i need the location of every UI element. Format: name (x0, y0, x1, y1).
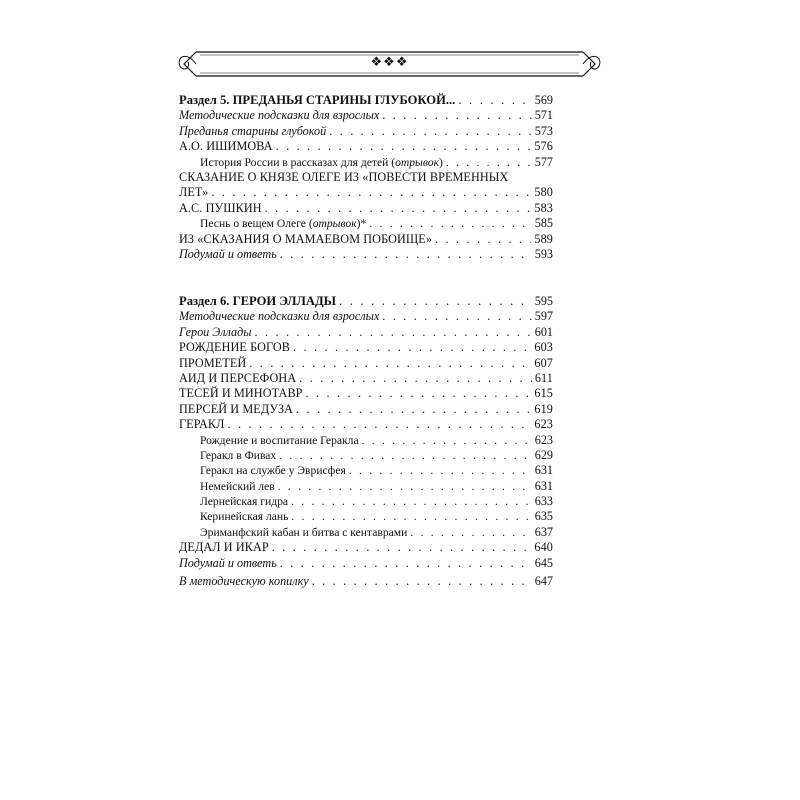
toc-entry-continuation[interactable]: ЛЕТ» . . . 580 (179, 185, 553, 200)
header-ornament (176, 44, 603, 84)
toc-section-6 (179, 294, 553, 589)
dot-leader (446, 155, 532, 170)
toc-entry[interactable]: Методические подсказки для взрослых . . . 571 (179, 108, 553, 123)
dot-leader (265, 201, 532, 216)
toc-entry[interactable]: Герои Эллады . . . 601 (179, 325, 553, 340)
toc-entry-first-line[interactable]: СКАЗАНИЕ О КНЯЗЕ ОЛЕГЕ ИЗ «ПОВЕСТИ ВРЕМЕННЫХ (179, 169, 509, 184)
dot-leader (272, 540, 532, 555)
dot-leader (279, 448, 531, 463)
toc-entry[interactable]: ПРОМЕТЕЙ . . . 607 (179, 356, 553, 371)
toc-entry-section-heading[interactable]: Раздел 6. ГЕРОИ ЭЛЛАДЫ . . . 595 (179, 294, 553, 309)
dot-leader (278, 479, 532, 494)
dot-leader (312, 574, 532, 589)
toc-entry[interactable]: Подумай и ответь . . . 593 (179, 247, 553, 262)
toc-entry[interactable]: А.С. ПУШКИН . . . 583 (179, 201, 553, 216)
dot-leader (255, 325, 532, 340)
dot-leader (276, 139, 532, 154)
dot-leader (293, 340, 531, 355)
dot-leader (296, 402, 531, 417)
dot-leader (228, 417, 532, 432)
toc-entry[interactable]: ТЕСЕЙ И МИНОТАВР . . . 615 (179, 386, 553, 401)
dot-leader (249, 356, 531, 371)
dot-leader (362, 433, 532, 448)
dot-leader (382, 309, 531, 324)
dot-leader (280, 556, 532, 571)
dot-leader (458, 93, 531, 108)
toc-entry[interactable]: Преданья старины глубокой . . . 573 (179, 124, 553, 139)
toc-entry-sub[interactable]: Эриманфский кабан и битва с кентаврами . . . 637 (179, 525, 553, 540)
toc-entry-sub[interactable]: Рождение и воспитание Геракла . . . 623 (179, 433, 553, 448)
toc-entry[interactable]: В методическую копилку . . . 647 (179, 574, 553, 589)
toc-entry-sub[interactable]: Песнь о вещем Олеге (отрывок)* . . . 585 (179, 216, 553, 231)
dot-leader (369, 216, 531, 231)
toc-entry[interactable]: А.О. ИШИМОВА . . . 576 (179, 139, 553, 154)
toc-entry[interactable]: ДЕДАЛ И ИКАР . . . 640 (179, 540, 553, 555)
toc-entry-sub[interactable]: Геракл на службе у Эврисфея . . . 631 (179, 463, 553, 478)
toc-entry[interactable]: ПЕРСЕЙ И МЕДУЗА . . . 619 (179, 402, 553, 417)
dot-leader (299, 371, 532, 386)
toc-section-5 (179, 93, 553, 262)
dot-leader (291, 509, 531, 524)
dot-leader (435, 232, 531, 247)
ornament-glyph: ❖❖❖ (370, 55, 409, 70)
toc-entry-sub[interactable]: Немейский лев . . . 631 (179, 479, 553, 494)
toc-entry[interactable]: Подумай и ответь . . . 645 (179, 556, 553, 571)
dot-leader (211, 185, 531, 200)
dot-leader (349, 463, 532, 478)
toc-entry-sub[interactable]: Геракл в Фивах . . . 629 (179, 448, 553, 463)
toc-entry-sub[interactable]: Лернейская гидра . . . 633 (179, 494, 553, 509)
toc-entry[interactable]: ИЗ «СКАЗАНИЯ О МАМАЕВОМ ПОБОИЩЕ» . . . 589 (179, 232, 553, 247)
dot-leader (291, 494, 532, 509)
toc-entry-sub[interactable]: Керинейская лань . . . 635 (179, 509, 553, 524)
dot-leader (280, 247, 532, 262)
toc-entry[interactable]: ГЕРАКЛ . . . 623 (179, 417, 553, 432)
dot-leader (339, 294, 532, 309)
toc-entry[interactable]: РОЖДЕНИЕ БОГОВ . . . 603 (179, 340, 553, 355)
dot-leader (306, 386, 532, 401)
dot-leader (382, 108, 531, 123)
toc-entry[interactable]: Методические подсказки для взрослых . . . 597 (179, 309, 553, 324)
toc-entry-section-heading[interactable]: Раздел 5. ПРЕДАНЬЯ СТАРИНЫ ГЛУБОКОЙ... . . . 569 (179, 93, 553, 108)
toc-entry-sub[interactable]: История России в рассказах для детей (отрывок) . . . 577 (179, 155, 553, 170)
dot-leader (329, 124, 532, 139)
toc-entry[interactable]: АИД И ПЕРСЕФОНА . . . 611 (179, 371, 553, 386)
dot-leader (410, 525, 531, 540)
